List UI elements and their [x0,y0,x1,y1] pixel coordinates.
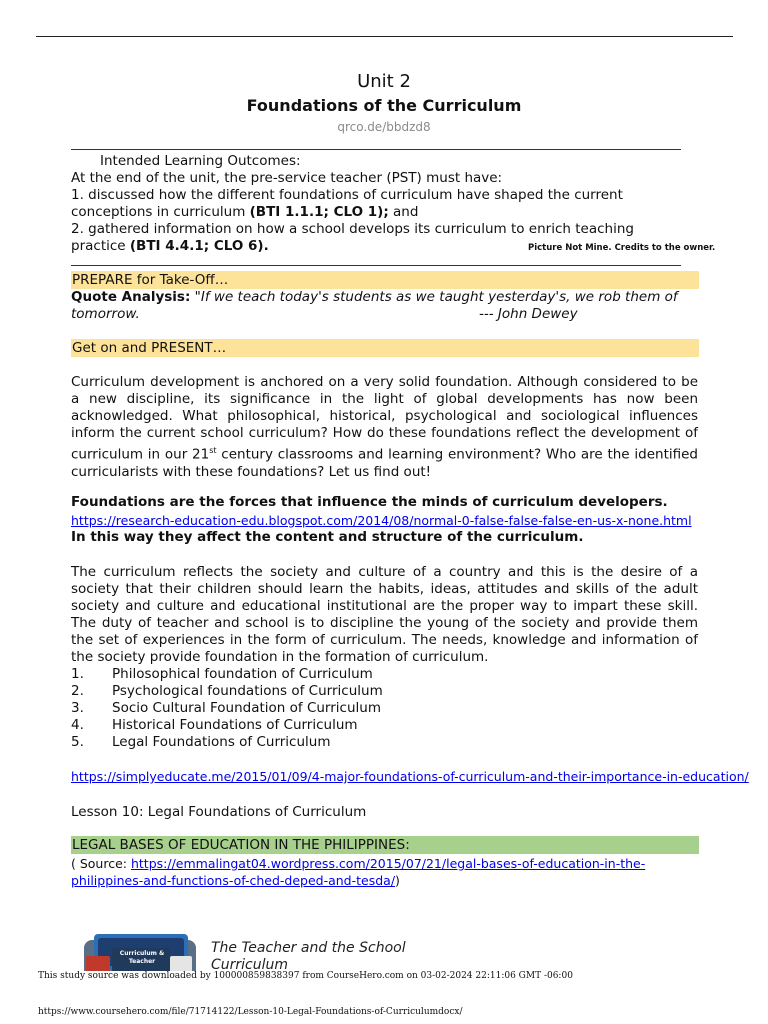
book-subtitle: Curriculum [211,957,289,969]
ilo-item-1-text: 1. discussed how the different foundations of curriculum have shaped the current conceptions in curriculum [71,187,623,220]
picture-credit: Picture Not Mine. Credits to the owner. [528,243,716,253]
list-item [71,717,383,734]
foundations-subheading: In this way they affect the content and structure of the curriculum. [71,529,584,545]
quote-label: Quote Analysis: [71,289,191,305]
list-text: Socio Cultural Foundation of Curriculum [112,700,381,716]
ilo-item-1-tail: and [388,204,419,220]
foundations-heading: Foundations are the forces that influence the minds of curriculum developers. [71,494,668,510]
source-line [71,855,698,889]
logo-text: Curriculum & Teacher [119,950,165,965]
list-item [71,683,383,700]
footer-url[interactable]: https://www.coursehero.com/file/71714122/Lesson-10-Legal-Foundations-of-Curriculumdocx/ [38,1007,463,1017]
curriculum-paragraph: The curriculum reflects the society and culture of a country and this is the desire of a society that their children should learn the habits, ideas, attitudes and skills of the adult society and culture and educational institutional are the proper way to impart these skill. The duty of teacher and school is to discipline the young of the society and provide them the set of experiences in the form of curriculum. The needs, knowledge and information of the society provide foundation in the formation of curriculum. [71,564,698,665]
list-text: Philosophical foundation of Curriculum [112,666,373,682]
list-num: 4. [71,717,84,733]
present-band: Get on and PRESENT… [71,339,699,357]
footer-notice: This study source was downloaded by 100000859838397 from CourseHero.com on 03-02-2024 22:11:06 GMT -06:00 [38,971,573,981]
ilo-item-1 [71,187,683,221]
intro-para-sup: st [209,446,217,455]
page-title: Foundations of the Curriculum [246,96,522,115]
list-num: 3. [71,700,84,716]
ilo-item-2-code: (BTI 4.4.1; CLO 6). [129,238,269,254]
qr-link[interactable]: qrco.de/bbdzd8 [337,120,431,134]
intro-paragraph [71,374,698,481]
link-research-education[interactable]: https://research-education-edu.blogspot.com/2014/08/normal-0-false-false-false-en-us-x-none.html [71,513,692,528]
link-emmalingat[interactable]: https://emmalingat04.wordpress.com/2015/07/21/legal-bases-of-education-in-the-philippines-and-functions-of-ched-deped-and-tesda/ [71,856,646,888]
list-num: 1. [71,666,84,682]
unit-label: Unit 2 [357,71,411,92]
legal-bases-band: LEGAL BASES OF EDUCATION IN THE PHILIPPINES: [71,836,699,854]
ilo-item-2-text: 2. gathered information on how a school develops its curriculum to enrich teaching practice [71,221,634,254]
list-text: Legal Foundations of Curriculum [112,734,331,750]
list-text: Historical Foundations of Curriculum [112,717,358,733]
divider-top [71,149,681,150]
link-simplyeducate[interactable]: https://simplyeducate.me/2015/01/09/4-major-foundations-of-curriculum-and-their-importance-in-education/ [71,769,749,784]
source-prefix: ( Source: [71,856,131,871]
list-item [71,666,383,683]
lesson-title: Lesson 10: Legal Foundations of Curriculum [71,804,367,820]
book-title: The Teacher and the School [211,940,406,956]
list-num: 5. [71,734,84,750]
list-item [71,700,383,717]
intro-para-b: century classrooms and learning environment? Who are the identified curricularists with these foundations? Let us find out! [71,446,698,480]
list-num: 2. [71,683,84,699]
divider-bottom [71,265,681,266]
list-item [71,734,383,751]
top-rule [36,36,733,37]
intro-para-a: Curriculum development is anchored on a very solid foundation. Although considered to be a new discipline, its significance in the light of global developments has now been acknowledged. What philosophical, historical, psychological and sociological influences inform the current school curriculum? How do these foundations reflect the development of curriculum in our 21 [71,374,698,463]
ilo-intro: At the end of the unit, the pre-service teacher (PST) must have: [71,170,503,186]
ilo-item-1-code: (BTI 1.1.1; CLO 1); [249,204,389,220]
quote-author: --- John Dewey [479,306,578,322]
quote-text: "If we teach today's students as we taught yesterday's, we rob them of tomorrow. [71,289,678,322]
list-text: Psychological foundations of Curriculum [112,683,383,699]
quote-line [71,289,698,323]
foundations-list [71,666,383,751]
ilo-heading: Intended Learning Outcomes: [100,153,301,169]
source-suffix: ) [395,873,400,888]
prepare-band: PREPARE for Take-Off… [71,271,699,289]
